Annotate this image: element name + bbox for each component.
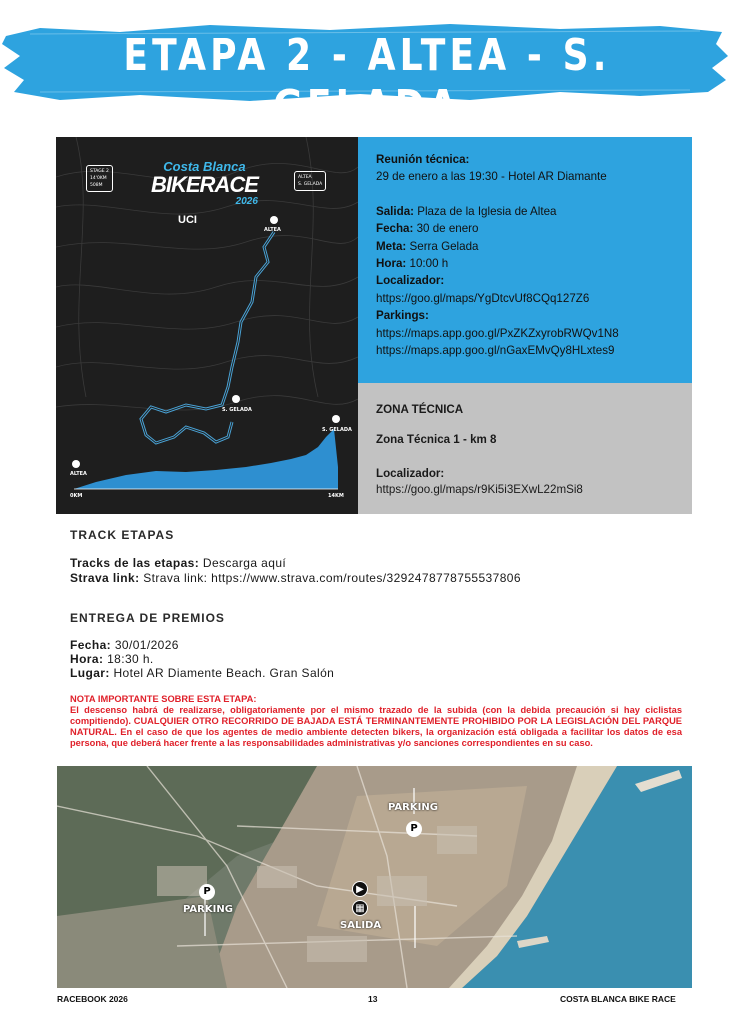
page-title: ETAPA 2 - ALTEA - S. GELADA <box>123 30 611 132</box>
salida-label: Salida: <box>376 204 415 218</box>
tracks-label: Tracks de las etapas: <box>70 556 200 570</box>
map-label-start: ALTEA <box>264 227 281 233</box>
stage-route-map <box>56 137 358 514</box>
awards-lugar-label: Lugar: <box>70 666 110 680</box>
parking-link-2[interactable]: https://maps.app.goo.gl/nGaxEMvQy8HLxtes9 <box>376 344 615 358</box>
meeting-heading: Reunión técnica: <box>376 153 470 166</box>
meta-label: Meta: <box>376 239 407 253</box>
race-logo <box>151 159 258 207</box>
tracks-heading: TRACK ETAPAS <box>70 528 175 542</box>
important-note-body: El descenso habrá de realizarse, obligatoriamente por el mismo trazado de la subida (con la debida precaución si hay ciclistas compitiendo). CUALQUIER OTRO RECORRIDO DE BAJADA ESTÁ TERMINANTEMENTE PROHIBIDO POR LA LEGISLACIÓN DEL PARQUE NATURAL. En el caso de que los agentes de medio ambiente detecten bikers, la organización está obligada a facilitar los datos de esa persona, que deberá hacer frente a las responsabilidades administrativas y/o sanciones correspondientes en su caso. <box>70 705 682 748</box>
parking-label-left: PARKING <box>183 904 233 915</box>
strava-line <box>70 571 521 585</box>
meeting-detail: 29 de enero a las 19:30 - Hotel AR Diamante <box>376 170 607 184</box>
tech-zone-name: Zona Técnica 1 - km 8 <box>376 433 497 446</box>
awards-lugar-value: Hotel AR Diamente Beach. Gran Salón <box>113 666 335 680</box>
parking-icon: P <box>199 884 215 900</box>
parkings-label: Parkings: <box>376 309 429 323</box>
awards-fecha-value: 30/01/2026 <box>114 638 179 652</box>
stage-info-panel <box>358 137 692 383</box>
logo-year: 2026 <box>235 196 258 207</box>
awards-hora-label: Hora: <box>70 652 104 666</box>
tech-zone-heading: ZONA TÉCNICA <box>376 403 464 416</box>
localizador-link[interactable]: https://goo.gl/maps/YgDtcvUf8CQq127Z6 <box>376 291 590 305</box>
important-note-title: NOTA IMPORTANTE SOBRE ESTA ETAPA: <box>70 694 257 704</box>
legend-line: ALTEA <box>298 175 312 180</box>
salida-value: Plaza de la Iglesia de Altea <box>417 204 557 218</box>
stage-box-line: 14'0KM <box>90 176 107 181</box>
stage-box-line: STAGE 2 <box>90 169 109 174</box>
aerial-start-map <box>57 766 692 988</box>
tech-zone-localizador-label: Localizador: <box>376 467 445 480</box>
map-label-mid: S. GELADA <box>222 407 252 413</box>
parking-icon: P <box>406 821 422 837</box>
hora-label: Hora: <box>376 257 407 271</box>
localizador-label: Localizador: <box>376 274 445 288</box>
strava-label: Strava link: <box>70 571 140 585</box>
tech-zone-localizador-link[interactable]: https://goo.gl/maps/r9Ki5i3EXwL22mSi8 <box>376 483 583 496</box>
salida-label: SALIDA <box>340 920 382 931</box>
strava-link[interactable]: Strava link: https://www.strava.com/routes/3292478778755537806 <box>143 571 521 585</box>
logo-line-1: Costa Blanca <box>163 159 246 174</box>
awards-time-line <box>70 652 154 666</box>
tech-zone-panel <box>358 383 692 514</box>
awards-place-line <box>70 666 334 680</box>
stage-info-box <box>86 165 113 192</box>
important-note <box>70 694 682 749</box>
fecha-value: 30 de enero <box>416 222 479 236</box>
checkered-flag-icon: ▦ <box>352 900 368 916</box>
awards-heading: ENTREGA DE PREMIOS <box>70 611 225 625</box>
legend-box <box>294 171 326 191</box>
awards-hora-value: 18:30 h. <box>107 652 154 666</box>
map-label-end: S. GELADA <box>322 427 352 433</box>
footer-left: RACEBOOK 2026 <box>57 994 128 1004</box>
logo-line-2: BIKERACE <box>151 172 258 197</box>
profile-label-start: ALTEA <box>70 471 87 477</box>
meta-value: Serra Gelada <box>409 239 479 253</box>
stage-banner <box>0 22 734 132</box>
start-play-icon: ▶ <box>352 881 368 897</box>
awards-date-line <box>70 638 179 652</box>
footer-right: COSTA BLANCA BIKE RACE <box>560 994 676 1004</box>
tracks-download-link[interactable]: Descarga aquí <box>202 556 287 570</box>
profile-axis-end: 14KM <box>328 493 344 499</box>
awards-fecha-label: Fecha: <box>70 638 112 652</box>
tracks-line <box>70 556 286 570</box>
uci-logo: UCI <box>178 214 197 226</box>
legend-line: S. GELADA <box>298 182 323 187</box>
fecha-label: Fecha: <box>376 222 414 236</box>
aerial-photo <box>57 766 692 988</box>
hora-value: 10:00 h <box>409 257 449 271</box>
parking-link-1[interactable]: https://maps.app.goo.gl/PxZKZxyrobRWQv1N8 <box>376 326 619 340</box>
page-number: 13 <box>368 994 378 1004</box>
parking-label-top: PARKING <box>388 802 438 813</box>
profile-axis-start: 0KM <box>70 493 83 499</box>
stage-box-line: 508M <box>90 183 103 188</box>
